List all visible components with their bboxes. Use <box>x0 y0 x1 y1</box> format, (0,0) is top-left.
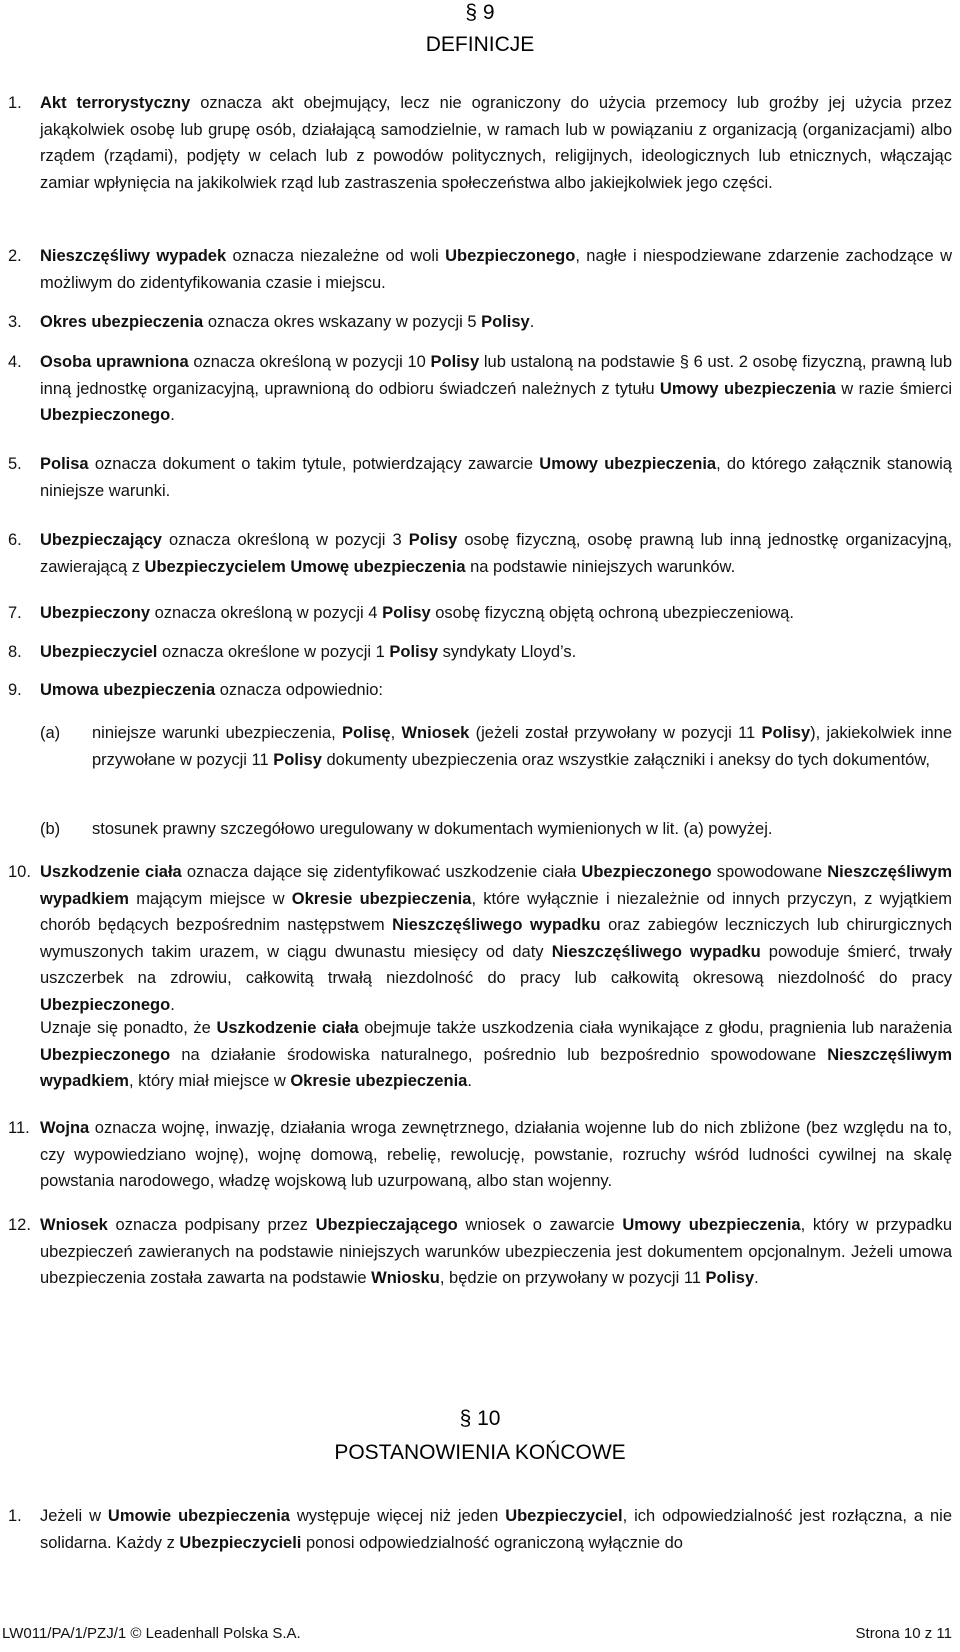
definition-subitem-a <box>40 720 952 773</box>
defined-term: Ubezpieczający <box>40 531 162 549</box>
item-number: 4. <box>8 353 22 371</box>
defined-term: Umowy ubezpieczenia <box>622 1216 801 1234</box>
section-9-symbol: § 9 <box>465 1 495 24</box>
definition-item-2 <box>8 243 952 296</box>
item-number: 10. <box>8 863 31 881</box>
definition-item-8 <box>8 639 952 666</box>
defined-term: Ubezpieczonego <box>40 1045 171 1064</box>
defined-term: Polisy <box>408 531 458 549</box>
definition-item-4 <box>8 349 952 429</box>
item-text: Wniosek oznacza podpisany przez Ubezpieczającego wniosek o zawarcie Umowy ubezpieczenia, który w przypadku ubezpieczeń zawieranych na podstawie niniejszych warunków ubezpieczenia jest dokumentem opcjonalnym. Jeżeli umowa ubezpieczenia została zawarta na podstawie Wniosku, będzie on przywołany w pozycji 11 Polisy. <box>40 1216 953 1288</box>
definition-item-12 <box>8 1212 952 1292</box>
item-text: Jeżeli w Umowie ubezpieczenia występuje więcej niż jeden Ubezpieczyciel, ich odpowiedzialność jest rozłączna, a nie solidarna. Każdy z Ubezpieczycieli ponosi odpowiedzialność ograniczoną wyłącznie do <box>40 1507 953 1552</box>
item-text: Akt terrorystyczny oznacza akt obejmujący, lecz nie ograniczony do użycia przemocy lub groźby jej użycia przez jakąkolwiek osobę lub grupę osób, działającą samodzielnie, w ramach lub w powiązaniu z organizacją (organizacjami) albo rządem (rządami), podjęty w celach lub z powodów politycznych, religijnych, ideologicznych lub etnicznych, włączając zamiar wpłynięcia na jakikolwiek rząd lub zastraszenia społeczeństwa albo jakiejkolwiek jego części. <box>40 94 953 192</box>
item-number: 6. <box>8 531 22 549</box>
defined-term: Nieszczęśliwego wypadku <box>551 942 761 961</box>
item-text: Okres ubezpieczenia oznacza okres wskazany w pozycji 5 Polisy. <box>40 313 535 331</box>
defined-term: Ubezpieczonego <box>581 863 712 881</box>
defined-term: Polisy <box>481 313 530 331</box>
defined-term: Nieszczęśliwego wypadku <box>392 916 601 935</box>
defined-term: Polisy <box>705 1269 755 1288</box>
section-10-title: POSTANOWIENIA KOŃCOWE <box>334 1441 626 1464</box>
subitem-label: (b) <box>40 820 61 838</box>
item-number: 11. <box>8 1119 30 1137</box>
item-number: 2. <box>8 247 22 265</box>
defined-term: Akt terrorystyczny <box>40 94 191 112</box>
item-number: 9. <box>8 681 22 699</box>
item-number: 12. <box>8 1216 31 1234</box>
defined-term: Ubezpieczonego <box>40 406 171 425</box>
defined-term: Nieszczęśliwym wypadkiem <box>40 1045 952 1091</box>
final-provision-item-1 <box>8 1503 952 1556</box>
defined-term: Ubezpieczycieli <box>179 1533 302 1552</box>
defined-term: Nieszczęśliwym wypadkiem <box>40 863 952 908</box>
defined-term: Ubezpieczyciel <box>40 643 158 661</box>
section-10-symbol: § 10 <box>459 1407 501 1430</box>
item-number: 3. <box>8 313 22 331</box>
defined-term: Polisy <box>389 643 439 661</box>
defined-term: Polisy <box>273 750 322 769</box>
item-number: 7. <box>8 604 22 622</box>
item-number: 1. <box>8 1507 22 1525</box>
defined-term: Wniosek <box>401 724 470 742</box>
item-text: Osoba uprawniona oznacza określoną w pozycji 10 Polisy lub ustaloną na podstawie § 6 ust. 2 osobę fizyczną, prawną lub inną jednostkę organizacyjną, uprawnioną do odbioru świadczeń należnych z tytułu Umowy ubezpieczenia w razie śmierci Ubezpieczonego. <box>40 353 952 425</box>
definition-item-10-continued <box>8 1015 952 1095</box>
section-9-title: DEFINICJE <box>425 33 535 56</box>
definition-item-10 <box>8 859 952 1019</box>
defined-term: Umowie ubezpieczenia <box>107 1507 290 1525</box>
defined-term: Okresie ubezpieczenia <box>290 1072 468 1091</box>
item-text: Ubezpieczający oznacza określoną w pozycji 3 Polisy osobę fizyczną, osobę prawną lub inną jednostkę organizacyjną, zawierającą z Ubezpieczycielem Umowę ubezpieczenia na podstawie niniejszych warunków. <box>40 531 952 576</box>
defined-term: Ubezpieczonego <box>445 247 576 265</box>
defined-term: Umowa ubezpieczenia <box>40 681 216 699</box>
defined-term: Wniosku <box>371 1269 440 1288</box>
defined-term: Nieszczęśliwy wypadek <box>40 247 227 265</box>
definition-item-7 <box>8 600 952 627</box>
defined-term: Ubezpieczającego <box>315 1216 458 1234</box>
item-text: Uznaje się ponadto, że Uszkodzenie ciała obejmuje także uszkodzenia ciała wynikające z głodu, pragnienia lub narażenia Ubezpieczonego na działanie środowiska naturalnego, pośrednio lub bezpośrednio spowodowane Nieszczęśliwym wypadkiem, który miał miejsce w Okresie ubezpieczenia. <box>40 1019 952 1091</box>
defined-term: Polisy <box>382 604 431 622</box>
subitem-text: stosunek prawny szczegółowo uregulowany w dokumentach wymienionych w lit. (a) powyżej. <box>92 820 773 838</box>
item-text: Umowa ubezpieczenia oznacza odpowiednio: <box>40 681 384 699</box>
defined-term: Umowy ubezpieczenia <box>659 379 836 398</box>
item-number: 8. <box>8 643 22 661</box>
definition-subitem-b <box>40 816 952 843</box>
item-text: Ubezpieczony oznacza określoną w pozycji 4 Polisy osobę fizyczną objętą ochroną ubezpieczeniową. <box>40 604 794 622</box>
defined-term: Ubezpieczycielem Umowę ubezpieczenia <box>144 557 466 576</box>
defined-term: Umowy ubezpieczenia <box>539 455 717 473</box>
item-text: Wojna oznacza wojnę, inwazję, działania wroga zewnętrznego, działania wojenne lub do nich zbliżone (bez względu na to, czy wypowiedziano wojnę), wojnę domową, rebelię, rewolucję, powstanie, rozruchy wśród ludności cywilnej na skalę powstania narodowego, władzę wojskową lub uzurpowaną, albo stan wojenny. <box>40 1119 952 1191</box>
definition-item-5 <box>8 451 952 504</box>
defined-term: Uszkodzenie ciała <box>216 1019 359 1037</box>
subitem-text: niniejsze warunki ubezpieczenia, Polisę, Wniosek (jeżeli został przywołany w pozycji 11 Polisy), jakiekolwiek inne przywołane w pozycji 11 Polisy dokumenty ubezpieczenia oraz wszystkie załączniki i aneksy do tych dokumentów, <box>92 724 952 769</box>
subitem-label: (a) <box>40 724 61 742</box>
defined-term: Uszkodzenie ciała <box>40 863 182 881</box>
definition-item-9 <box>8 677 952 704</box>
defined-term: Polisę <box>341 724 391 742</box>
defined-term: Okres ubezpieczenia <box>40 313 204 331</box>
defined-term: Ubezpieczonego <box>40 995 171 1014</box>
defined-term: Polisy <box>430 353 480 371</box>
defined-term: Osoba uprawniona <box>40 353 189 371</box>
defined-term: Ubezpieczony <box>40 604 151 622</box>
defined-term: Polisa <box>40 455 89 473</box>
definition-item-6 <box>8 527 952 580</box>
defined-term: Polisy <box>761 724 811 742</box>
definition-item-1 <box>8 90 952 196</box>
definition-item-3 <box>8 309 952 336</box>
defined-term: Okresie ubezpieczenia <box>291 889 472 908</box>
item-text: Nieszczęśliwy wypadek oznacza niezależne od woli Ubezpieczonego, nagłe i niespodziewane zdarzenie zachodzące w możliwym do zidentyfikowania czasie i miejscu. <box>40 247 953 292</box>
defined-term: Wojna <box>40 1119 90 1137</box>
item-text: Polisa oznacza dokument o takim tytule, potwierdzający zawarcie Umowy ubezpieczenia, do którego załącznik stanowią niniejsze warunki. <box>40 455 952 500</box>
page-number: Strona 10 z 11 <box>855 1625 952 1642</box>
item-text: Uszkodzenie ciała oznacza dające się zidentyfikować uszkodzenie ciała Ubezpieczonego spowodowane Nieszczęśliwym wypadkiem mającym miejsce w Okresie ubezpieczenia, które wyłącznie i niezależnie od innych przyczyn, z wyjątkiem chorób będących bezpośrednim następstwem Nieszczęśliwego wypadku oraz zabiegów leczniczych lub chirurgicznych wymuszonych takim urazem, w ciągu dwunastu miesięcy od daty Nieszczęśliwego wypadku powoduje śmierć, trwały uszczerbek na zdrowiu, całkowitą trwałą niezdolność do pracy lub całkowitą okresową niezdolność do pracy Ubezpieczonego. <box>40 863 952 1014</box>
definition-item-11 <box>8 1115 952 1195</box>
item-number: 5. <box>8 455 22 473</box>
item-text: Ubezpieczyciel oznacza określone w pozycji 1 Polisy syndykaty Lloyd’s. <box>40 643 577 661</box>
item-number: 1. <box>8 94 22 112</box>
defined-term: Ubezpieczyciel <box>505 1507 623 1525</box>
document-reference: LW011/PA/1/PZJ/1 © Leadenhall Polska S.A. <box>2 1625 301 1642</box>
defined-term: Wniosek <box>40 1216 108 1234</box>
